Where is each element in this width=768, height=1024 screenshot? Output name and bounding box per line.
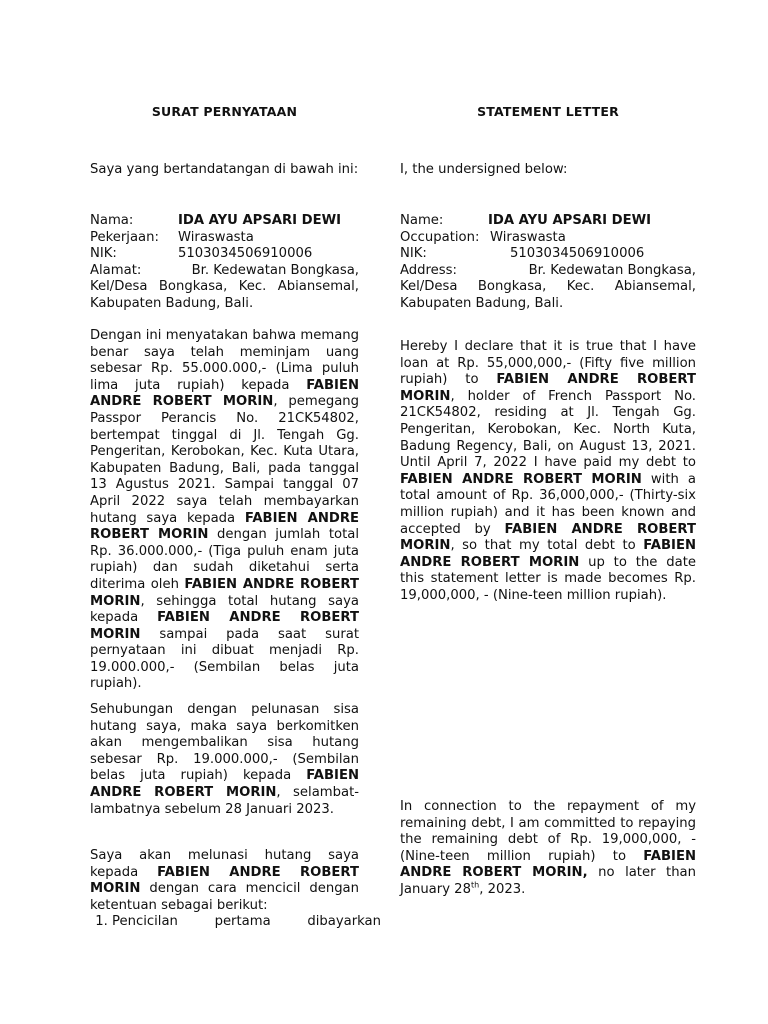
left-name-row [90,213,359,230]
right-p1-name-1: FABIEN ANDRE ROBERT MORIN [400,372,696,404]
right-nik-row [400,246,696,263]
right-occupation-value: Wiraswasta [490,229,566,245]
left-occupation-row [90,230,359,247]
left-p3-name: FABIEN ANDRE ROBERT MORIN [90,864,359,897]
left-p1-text-d: , sehingga total hutang saya kepada [90,593,359,626]
left-paragraph-1 [90,328,359,693]
right-name-row [400,213,696,230]
right-address-row [400,263,696,280]
left-nik-row [90,246,359,263]
left-name-value: IDA AYU APSARI DEWI [178,213,342,228]
left-nik-value: 5103034506910006 [178,246,313,262]
right-occupation-row [400,230,696,247]
right-intro: I, the undersigned below: [400,162,568,177]
left-address-line1: Br. Kedewatan Bongkasa, [191,262,359,278]
left-p1-name-3: FABIEN ANDRE ROBERT MORIN [90,576,359,609]
left-p1-text-e: sampai pada saat surat pernyataan ini dibuat menjadi Rp. 19.000.000,- (Sembilan belas juta rupiah). [90,626,359,692]
right-occupation-label: Occupation: [400,229,480,245]
right-address-label: Address: [400,262,457,278]
right-p1-text-a: Hereby I declare that it is true that I have loan at Rp. 55,000,000,- (Fifty five million rupiah) to [400,339,696,388]
left-installment-list [90,914,381,931]
right-p1-text-c: with a total amount of Rp. 36,000,000,- (Thirty-six million rupiah) and it has been known and accepted by [400,471,696,537]
left-p1-text-a: Dengan ini menyatakan bahwa memang benar saya telah meminjam uang sebesar Rp. 55.000.000,- (Lima puluh lima juta rupiah) kepada [90,328,359,393]
left-address-rest: Kel/Desa Bongkasa, Kec. Abiansemal, Kabupaten Badung, Bali. [90,279,359,311]
right-name-value: IDA AYU APSARI DEWI [488,213,652,228]
left-name-label: Nama: [90,213,134,228]
left-p2-text-a: Sehubungan dengan pelunasan sisa hutang saya, maka saya berkomitken akan mengembalikan sisa hutang sebesar Rp. 19.000.000,- (Sembilan belas juta rupiah) kepada [90,702,359,784]
left-address-row [90,263,359,280]
right-p1-text-e: up to the date this statement letter is made becomes Rp. 19,000,000, - (Nine-teen million rupiah). [400,554,696,603]
right-p1-name-2: FABIEN ANDRE ROBERT MORIN [400,471,642,487]
right-paragraph-2 [400,799,696,899]
left-address-label: Alamat: [90,262,142,278]
left-intro: Saya yang bertandatangan di bawah ini: [90,162,359,177]
right-paragraph-1 [400,339,696,605]
right-p2-name: FABIEN ANDRE ROBERT MORIN, [400,848,696,881]
left-nik-label: NIK: [90,246,117,262]
right-p2-superscript: th [470,880,480,890]
left-paragraph-3 [90,848,359,914]
right-nik-value: 5103034506910006 [510,246,645,262]
right-p1-text-d: , so that my total debt to [450,538,644,554]
left-p3-text-a: Saya akan melunasi hutang saya kepada [90,848,359,880]
left-installment-item-1: 1. Pencicilan pertama dibayarkan [112,914,381,931]
left-p3-text-b: dengan cara mencicil dengan ketentuan sebagai berikut: [90,881,359,913]
right-identity-block [400,213,696,313]
left-identity-block [90,213,359,313]
left-p2-name: FABIEN ANDRE ROBERT MORIN [90,768,359,800]
right-p1-text-b: , holder of French Passport No. 21CK54802, residing at Jl. Tengah Gg. Pengeritan, Kerobokan, Kec. North Kuta, Badung Regency, Bali, on August 13, 2021. Until April 7, 2022 I have paid my debt to [400,388,696,471]
right-nik-label: NIK: [400,246,427,262]
left-paragraph-2 [90,702,359,818]
left-p1-name-1: FABIEN ANDRE ROBERT MORIN [90,377,359,410]
right-p2-text-c: , 2023. [479,881,526,897]
right-address-line1: Br. Kedewatan Bongkasa, [528,262,696,278]
right-p1-name-3: FABIEN ANDRE ROBERT MORIN [400,521,696,554]
left-title: SURAT PERNYATAAN [151,104,298,119]
right-p2-text-a: In connection to the repayment of my remaining debt, I am committed to repaying the remaining debt of Rp. 19,000,000, - (Nine-teen million rupiah) to [400,799,696,864]
left-p1-text-b: , pemegang Passpor Perancis No. 21CK54802, bertempat tinggal di Jl. Tengah Gg. Pengeritan, Kerobokan, Kec. Kuta Utara, Kabupaten Badung, Bali, pada tanggal 13 Agustus 2021. Sampai tanggal 07 April 2022 saya telah membayarkan hutang saya kepada [90,394,359,526]
right-p1-name-4: FABIEN ANDRE ROBERT MORIN [400,538,696,570]
left-p1-name-4: FABIEN ANDRE ROBERT MORIN [90,610,359,642]
left-occupation-value: Wiraswasta [178,229,254,245]
left-p1-text-c: dengan jumlah total Rp. 36.000.000,- (Tiga puluh enam juta rupiah) dan sudah diketahui serta diterima oleh [90,527,359,592]
left-p2-text-b: , selambat-lambatnya sebelum 28 Januari 2023. [90,784,359,817]
right-p2-text-b: no later than January 28 [400,865,696,897]
left-p1-name-2: FABIEN ANDRE ROBERT MORIN [90,510,360,543]
right-name-label: Name: [400,213,444,228]
left-occupation-label: Pekerjaan: [90,229,159,245]
right-title: STATEMENT LETTER [477,104,619,119]
right-address-rest: Kel/Desa Bongkasa, Kec. Abiansemal, Kabupaten Badung, Bali. [400,279,696,311]
